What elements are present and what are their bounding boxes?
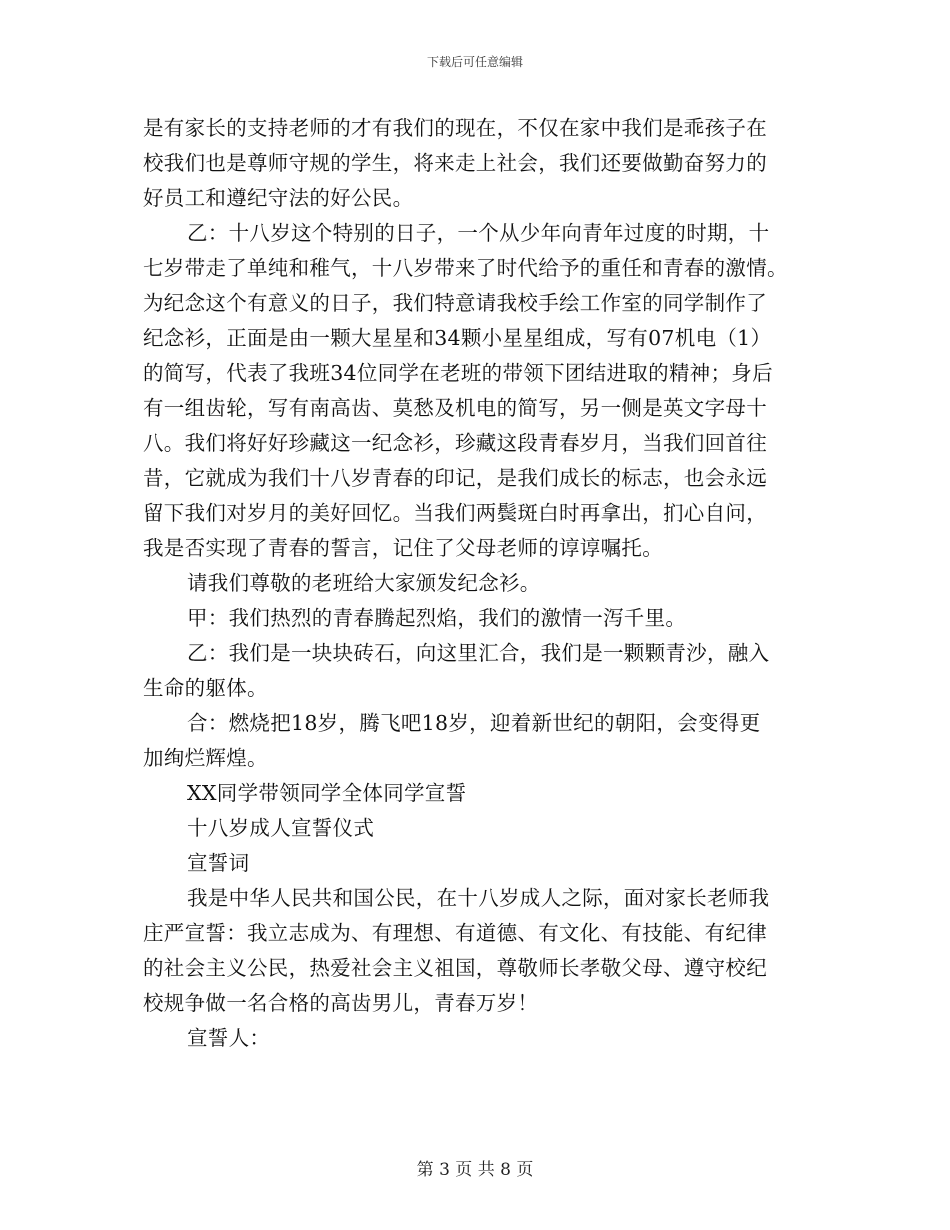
text-line: 纪念衫，正面是由一颗大星星和34颗小星星组成，写有07机电（1） (143, 326, 772, 350)
text-line: 好员工和遵纪守法的好公民。 (143, 186, 414, 210)
text-line: 昔，它就成为我们十八岁青春的印记，是我们成长的标志，也会永远 (143, 466, 767, 490)
text-line: 庄严宣誓：我立志成为、有理想、有道德、有文化、有技能、有纪律 (143, 921, 767, 945)
paragraph-start: 合：燃烧把18岁，腾飞吧18岁，迎着新世纪的朝阳，会变得更 (187, 711, 761, 735)
document-body (143, 111, 813, 1056)
text-line: 生命的躯体。 (143, 676, 268, 700)
paragraph-start: 请我们尊敬的老班给大家颁发纪念衫。 (187, 571, 541, 595)
text-line: 七岁带走了单纯和稚气，十八岁带来了时代给予的重任和青春的激情。 (143, 256, 788, 280)
section-heading: 十八岁成人宣誓仪式 (187, 816, 375, 840)
page-footer: 第 3 页 共 8 页 (416, 1160, 534, 1180)
text-line: 的社会主义公民，热爱社会主义祖国，尊敬师长孝敬父母、遵守校纪 (143, 956, 767, 980)
text-line: 为纪念这个有意义的日子，我们特意请我校手绘工作室的同学制作了 (143, 291, 767, 315)
text-line: 留下我们对岁月的美好回忆。当我们两鬓斑白时再拿出，扪心自问， (143, 501, 767, 525)
paragraph-start: 乙：我们是一块块砖石，向这里汇合，我们是一颗颗青沙，融入 (187, 641, 770, 665)
paragraph-start: 我是中华人民共和国公民，在十八岁成人之际，面对家长老师我 (187, 886, 770, 910)
paragraph-start: 甲：我们热烈的青春腾起烈焰，我们的激情一泻千里。 (187, 606, 687, 630)
section-heading: 宣誓词 (187, 851, 250, 875)
text-line: 校我们也是尊师守规的学生，将来走上社会，我们还要做勤奋努力的 (143, 151, 767, 175)
signature-line: 宣誓人： (187, 1026, 271, 1050)
text-line: 的简写，代表了我班34位同学在老班的带领下团结进取的精神；身后 (143, 361, 773, 385)
text-line: 八。我们将好好珍藏这一纪念衫，珍藏这段青春岁月，当我们回首往 (143, 431, 767, 455)
paragraph-start: XX同学带领同学全体同学宣誓 (187, 781, 467, 805)
paragraph-start: 乙：十八岁这个特别的日子，一个从少年向青年过度的时期，十 (187, 221, 770, 245)
page-header: 下载后可任意编辑 (426, 55, 523, 69)
text-line: 有一组齿轮，写有南高齿、莫愁及机电的简写，另一侧是英文字母十 (143, 396, 767, 420)
text-line: 是有家长的支持老师的才有我们的现在，不仅在家中我们是乖孩子在 (143, 116, 767, 140)
text-line: 我是否实现了青春的誓言，记住了父母老师的谆谆嘱托。 (143, 536, 663, 560)
text-line: 加绚烂辉煌。 (143, 746, 268, 770)
text-line: 校规争做一名合格的高齿男儿，青春万岁！ (143, 991, 539, 1015)
